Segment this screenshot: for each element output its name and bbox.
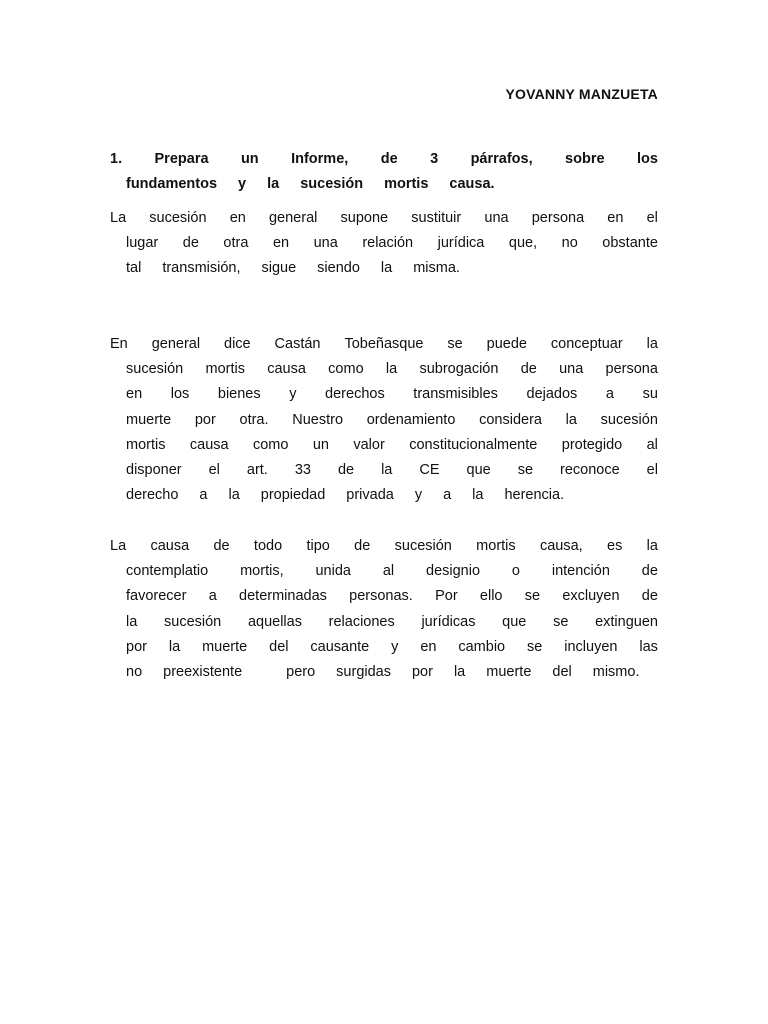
word: causa. — [449, 176, 495, 193]
word: subrogación — [419, 361, 499, 378]
word: mortis — [384, 176, 429, 193]
word: que — [466, 461, 491, 478]
word: de — [641, 588, 658, 605]
word: persona — [605, 361, 658, 378]
word: La — [110, 210, 127, 226]
paragraph-line — [110, 206, 658, 231]
word: CE — [419, 461, 440, 478]
word: valor — [353, 436, 385, 453]
word: otra — [223, 235, 249, 252]
word: por — [194, 411, 216, 428]
word: de — [641, 563, 658, 580]
word: transmisibles — [413, 386, 498, 403]
word: se — [553, 613, 569, 630]
word: intención — [551, 563, 610, 580]
word: en — [607, 210, 624, 226]
word: de — [380, 151, 398, 167]
word: privada — [346, 487, 394, 504]
word: tipo — [306, 538, 330, 554]
word: aquellas — [247, 613, 302, 630]
word: persona — [531, 210, 585, 226]
word: mortis — [205, 361, 245, 378]
word: un — [240, 151, 259, 167]
word: cambio — [458, 638, 506, 655]
word: puede — [486, 336, 527, 352]
word: sucesión — [600, 411, 658, 428]
paragraph-line — [110, 483, 658, 508]
paragraph-line — [110, 433, 658, 458]
word: párrafos, — [470, 151, 533, 167]
word: derecho — [126, 487, 179, 504]
word: determinadas — [239, 588, 327, 605]
word: otra. — [239, 411, 269, 428]
word: en — [420, 638, 437, 655]
paragraph-3 — [110, 534, 658, 685]
word: sucesión — [394, 538, 452, 554]
paragraph-line — [110, 559, 658, 584]
word: Prepara — [154, 151, 209, 167]
word: o — [511, 563, 520, 580]
word: 3 — [430, 151, 439, 167]
word: la — [453, 663, 466, 680]
word: relación — [362, 235, 414, 252]
word: tal — [126, 260, 142, 277]
paragraph-line — [110, 584, 658, 609]
word: dice — [224, 336, 251, 352]
word: muerte — [126, 411, 172, 428]
paragraph-line — [110, 256, 658, 281]
word: herencia. — [504, 487, 565, 504]
word: la — [381, 461, 393, 478]
word: y — [238, 176, 247, 193]
word: la — [126, 613, 138, 630]
word: en — [126, 386, 143, 403]
word: la — [472, 487, 484, 504]
word: todo — [253, 538, 283, 554]
word: 33 — [294, 461, 311, 478]
word: se — [517, 461, 534, 478]
word: mortis — [476, 538, 516, 554]
word: supone — [340, 210, 389, 226]
word: muerte — [202, 638, 248, 655]
word: a — [208, 588, 217, 605]
word: una — [484, 210, 509, 226]
word: se — [527, 638, 543, 655]
word: los — [636, 151, 658, 167]
word: sucesión — [149, 210, 207, 226]
word: 1. — [110, 151, 123, 167]
word: la — [565, 411, 577, 428]
word: extinguen — [595, 613, 658, 630]
word: de — [337, 461, 355, 478]
word: al — [646, 436, 658, 453]
word: incluyen — [564, 638, 618, 655]
word: su — [642, 386, 658, 403]
word: se — [524, 588, 541, 605]
word: que, — [508, 235, 538, 252]
word: sucesión — [164, 613, 222, 630]
word: propiedad — [260, 487, 326, 504]
word: la — [228, 487, 240, 504]
paragraph-line — [110, 408, 658, 433]
word: surgidas — [336, 663, 391, 680]
paragraph-1 — [110, 206, 658, 282]
paragraph-line — [110, 357, 658, 382]
word: designio — [426, 563, 481, 580]
question-heading — [110, 147, 658, 197]
paragraph-line — [110, 382, 658, 407]
word: no — [561, 235, 578, 252]
paragraph-line — [110, 610, 658, 635]
word: de — [520, 361, 537, 378]
paragraph-line — [110, 635, 658, 660]
word: las — [639, 638, 658, 655]
word: del — [552, 663, 572, 680]
word: la — [385, 361, 398, 378]
word: Nuestro — [292, 411, 344, 428]
word: en — [229, 210, 246, 226]
word: sucesión — [126, 361, 184, 378]
word: el — [646, 461, 658, 478]
word: la — [168, 638, 181, 655]
word: lugar — [126, 235, 159, 252]
word: el — [208, 461, 220, 478]
word: como — [252, 436, 289, 453]
word: bienes — [217, 386, 261, 403]
word: excluyen — [562, 588, 620, 605]
word: por — [126, 638, 147, 655]
word: la — [267, 176, 280, 193]
word: de — [213, 538, 230, 554]
word: por — [411, 663, 433, 680]
word: un — [312, 436, 329, 453]
word: los — [170, 386, 190, 403]
word: Por — [435, 588, 458, 605]
word: considera — [479, 411, 542, 428]
word: mortis — [126, 436, 166, 453]
word: conceptuar — [550, 336, 623, 352]
word: al — [382, 563, 395, 580]
word: sucesión — [300, 176, 364, 193]
word: a — [443, 487, 452, 504]
word: una — [559, 361, 584, 378]
word: en — [272, 235, 290, 252]
paragraph-line — [110, 332, 658, 357]
word: sobre — [565, 151, 605, 167]
word: contemplatio — [126, 563, 209, 580]
word: ordenamiento — [366, 411, 456, 428]
word: muerte — [486, 663, 532, 680]
word: obstante — [602, 235, 658, 252]
word: protegido — [561, 436, 623, 453]
word: de — [354, 538, 371, 554]
word: general — [268, 210, 318, 226]
question-line — [110, 172, 658, 197]
word: la — [380, 260, 393, 277]
paragraph-line — [110, 660, 658, 685]
word: a — [199, 487, 208, 504]
word: jurídicas — [421, 613, 476, 630]
word: y — [289, 386, 297, 403]
word: Castán — [274, 336, 321, 352]
word: La — [110, 538, 127, 554]
word: mortis, — [240, 563, 284, 580]
word: Tobeñasque — [344, 336, 424, 352]
word: se — [447, 336, 463, 352]
word: siendo — [317, 260, 360, 277]
word: como — [328, 361, 364, 378]
word: es — [607, 538, 623, 554]
word: mismo. — [592, 663, 640, 680]
word: En — [110, 336, 128, 352]
word: el — [646, 210, 658, 226]
word: del — [269, 638, 289, 655]
word: personas. — [349, 588, 413, 605]
word: la — [646, 336, 658, 352]
question-line — [110, 147, 658, 172]
word: a — [605, 386, 614, 403]
word: de — [182, 235, 199, 252]
word: Informe, — [291, 151, 349, 167]
word: fundamentos — [126, 176, 218, 193]
word: causa — [189, 436, 229, 453]
word: la — [646, 538, 658, 554]
word: pero — [286, 663, 316, 680]
word: no — [126, 663, 143, 680]
paragraph-line — [110, 534, 658, 559]
word: ello — [479, 588, 503, 605]
word: sigue — [261, 260, 297, 277]
word: unida — [315, 563, 351, 580]
word: y — [391, 638, 399, 655]
word: disponer — [126, 461, 182, 478]
paragraph-line — [110, 458, 658, 483]
word: causa — [150, 538, 190, 554]
word: reconoce — [560, 461, 620, 478]
word: derechos — [325, 386, 385, 403]
word: causa, — [539, 538, 583, 554]
word: constitucionalmente — [409, 436, 538, 453]
word: causante — [310, 638, 370, 655]
word: causa — [267, 361, 306, 378]
word: favorecer — [126, 588, 187, 605]
author-name: YOVANNY MANZUETA — [505, 86, 658, 102]
word: dejados — [526, 386, 578, 403]
word: sustituir — [411, 210, 462, 226]
word: jurídica — [437, 235, 485, 252]
paragraph-2 — [110, 332, 658, 508]
word: relaciones — [328, 613, 395, 630]
word: art. — [246, 461, 268, 478]
word: general — [151, 336, 201, 352]
word: transmisión, — [162, 260, 241, 277]
word: preexistente — [163, 663, 243, 680]
word: una — [313, 235, 338, 252]
word: y — [414, 487, 423, 504]
paragraph-line — [110, 231, 658, 256]
word: misma. — [413, 260, 460, 277]
word: que — [502, 613, 527, 630]
